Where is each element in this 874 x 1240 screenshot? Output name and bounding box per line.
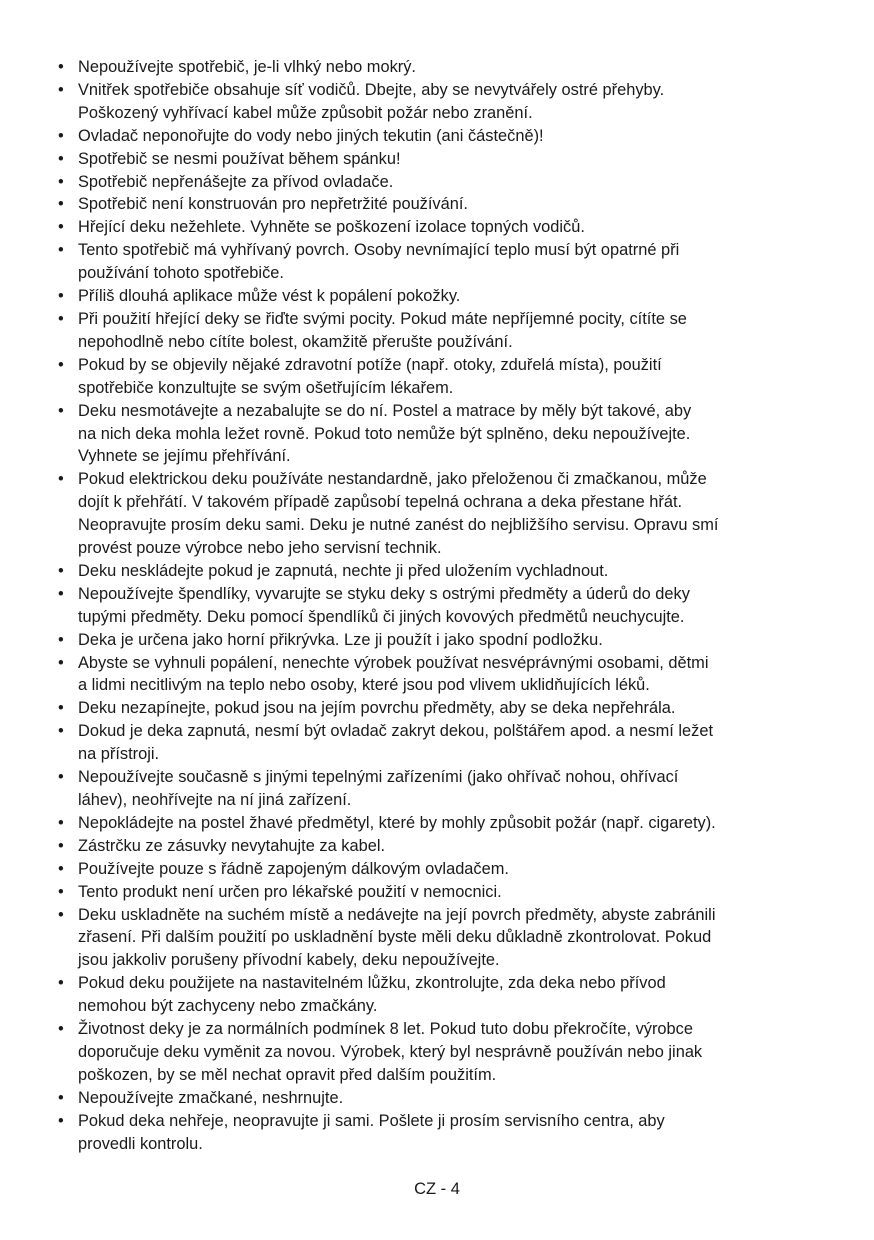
list-item xyxy=(56,354,826,400)
list-item-text: Hřející deku nežehlete. Vyhněte se poškození izolace topných vodičů. xyxy=(78,218,585,237)
list-item-text: Deku nesmotávejte a nezabalujte se do ní. Postel a matrace by měly být takové, aby na nich deka mohla ležet rovně. Pokud toto nemůže být splněno, deku nepoužívejte. Vyhnete se jejímu přehřívání. xyxy=(78,401,692,466)
list-item-text: Spotřebič se nesmi používat během spánku! xyxy=(78,149,401,168)
bullet-icon: • xyxy=(58,882,64,901)
bullet-icon: • xyxy=(58,218,64,237)
list-item xyxy=(56,560,826,583)
bullet-icon: • xyxy=(58,1020,64,1039)
list-item xyxy=(56,400,826,469)
list-item xyxy=(56,125,826,148)
list-item xyxy=(56,697,826,720)
list-item-text: Abyste se vyhnuli popálení, nenechte výrobek používat nesvéprávnými osobami, dětmi a lidmi necitlivým na teplo nebo osoby, které jsou pod vlivem uklidňujících léků. xyxy=(78,653,709,695)
bullet-icon: • xyxy=(58,149,64,168)
list-item xyxy=(56,171,826,194)
bullet-icon: • xyxy=(58,836,64,855)
page-number: CZ - 4 xyxy=(414,1180,460,1198)
list-item-text: Spotřebič není konstruován pro nepřetržité používání. xyxy=(78,195,468,214)
list-item xyxy=(56,629,826,652)
bullet-icon: • xyxy=(58,309,64,328)
list-item-text: Dokud je deka zapnutá, nesmí být ovladač zakryt dekou, polštářem apod. a nesmí ležet na přístroji. xyxy=(78,722,714,764)
bullet-icon: • xyxy=(58,974,64,993)
list-item xyxy=(56,766,826,812)
list-item xyxy=(56,285,826,308)
list-item-text: Pokud deka nehřeje, neopravujte ji sami. Pošlete ji prosím servisního centra, aby provedli kontrolu. xyxy=(78,1111,665,1153)
bullet-icon: • xyxy=(58,584,64,603)
list-item xyxy=(56,652,826,698)
list-item xyxy=(56,193,826,216)
bullet-icon: • xyxy=(58,1111,64,1130)
bullet-icon: • xyxy=(58,859,64,878)
list-item-text: Ovladač neponořujte do vody nebo jiných tekutin (ani částečně)! xyxy=(78,126,544,145)
list-item xyxy=(56,720,826,766)
list-item xyxy=(56,468,826,560)
list-item-text: Deku uskladněte na suchém místě a nedávejte na její povrch předměty, abyste zabránili zřasení. Při dalším použití po uskladnění byste měli deku důkladně zkontrolovat. Pokud jsou jakkoliv porušeny přívodní kabely, deku nepoužívejte. xyxy=(78,905,716,970)
list-item xyxy=(56,148,826,171)
bullet-icon: • xyxy=(58,630,64,649)
list-item-text: Nepoužívejte současně s jinými tepelnými zařízeními (jako ohřívač nohou, ohřívací láhev), neohřívejte na ní jiná zařízení. xyxy=(78,768,679,809)
list-item xyxy=(56,308,826,354)
bullet-icon: • xyxy=(58,699,64,718)
list-item xyxy=(56,79,826,125)
list-item-text: Pokud elektrickou deku používáte nestandardně, jako přeloženou či zmačkanou, může dojít k přehřátí. V takovém případě zapůsobí tepelná ochrana a deka přestane hřát. Neopravujte prosím deku sami. Deku je nutné zanést do nejbližšího servisu. Opravu smí provést pouze výrobce nebo jeho servisní technik. xyxy=(78,470,719,558)
list-item xyxy=(56,858,826,881)
bullet-icon: • xyxy=(58,401,64,420)
list-item xyxy=(56,239,826,285)
bullet-icon: • xyxy=(58,355,64,374)
bullet-icon: • xyxy=(58,653,64,672)
list-item-text: Vnitřek spotřebiče obsahuje síť vodičů. Dbejte, aby se nevytvářely ostré přehyby. Poškozený vyhřívací kabel může způsobit požár nebo zranění. xyxy=(78,80,665,122)
list-item xyxy=(56,881,826,904)
list-item-text: Tento spotřebič má vyhřívaný povrch. Osoby nevnímající teplo musí být opatrné při používání tohoto spotřebiče. xyxy=(78,241,680,283)
bullet-icon: • xyxy=(58,561,64,580)
list-item xyxy=(56,904,826,973)
bullet-icon: • xyxy=(58,1088,64,1107)
list-item-text: Používejte pouze s řádně zapojeným dálkovým ovladačem. xyxy=(78,859,509,878)
list-item xyxy=(56,216,826,239)
bullet-icon: • xyxy=(58,722,64,741)
bullet-icon: • xyxy=(58,768,64,787)
bullet-icon: • xyxy=(58,58,64,76)
list-item-text: Nepoužívejte spotřebič, je-li vlhký nebo mokrý. xyxy=(78,58,416,76)
safety-instructions-list xyxy=(56,56,826,1156)
list-item xyxy=(56,835,826,858)
list-item-text: Tento produkt není určen pro lékařské použití v nemocnici. xyxy=(78,882,502,901)
list-item-text: Pokud deku použijete na nastavitelném lůžku, zkontrolujte, zda deka nebo přívod nemohou být zachyceny nebo zmačkány. xyxy=(78,974,666,1016)
list-item-text: Životnost deky je za normálních podmínek 8 let. Pokud tuto dobu překročíte, výrobce doporučuje deku vyměnit za novou. Výrobek, který byl nesprávně používán nebo jinak poškozen, by se měl nechat opravit před dalším použitím. xyxy=(78,1020,703,1084)
list-item xyxy=(56,56,826,79)
list-item xyxy=(56,1110,826,1156)
bullet-icon: • xyxy=(58,195,64,214)
bullet-icon: • xyxy=(58,126,64,145)
list-item xyxy=(56,583,826,629)
list-item xyxy=(56,972,826,1018)
list-item-text: Nepoužívejte zmačkané, neshrnujte. xyxy=(78,1088,344,1107)
bullet-icon: • xyxy=(58,172,64,191)
list-item-text: Nepoužívejte špendlíky, vyvarujte se styku deky s ostrými předměty a úderů do deky tupými předměty. Deku pomocí špendlíků či jiných kovových předmětů neuchycujte. xyxy=(78,584,690,626)
bullet-icon: • xyxy=(58,287,64,306)
list-item-text: Pokud by se objevily nějaké zdravotní potíže (např. otoky, zduřelá místa), použití spotřebiče konzultujte se svým ošetřujícím lékařem. xyxy=(78,355,662,397)
list-item-text: Nepokládejte na postel žhavé předmětyl, které by mohly způsobit požár (např. cigarety). xyxy=(78,813,716,832)
list-item xyxy=(56,1018,826,1087)
bullet-icon: • xyxy=(58,813,64,832)
list-item xyxy=(56,1087,826,1110)
list-item-text: Spotřebič nepřenášejte za přívod ovladače. xyxy=(78,172,394,191)
bullet-icon: • xyxy=(58,80,64,99)
list-item-text: Zástrčku ze zásuvky nevytahujte za kabel. xyxy=(78,836,386,855)
list-item-text: Deku neskládejte pokud je zapnutá, nechte ji před uložením vychladnout. xyxy=(78,561,609,580)
list-item-text: Příliš dlouhá aplikace může vést k popálení pokožky. xyxy=(78,287,461,306)
list-item xyxy=(56,812,826,835)
bullet-icon: • xyxy=(58,470,64,489)
bullet-icon: • xyxy=(58,241,64,260)
list-item-text: Při použití hřející deky se řiďte svými pocity. Pokud máte nepříjemné pocity, cítíte se nepohodlně nebo cítíte bolest, okamžitě přerušte používání. xyxy=(78,309,687,351)
bullet-icon: • xyxy=(58,905,64,924)
list-item-text: Deka je určena jako horní přikrývka. Lze ji použít i jako spodní podložku. xyxy=(78,630,603,649)
list-item-text: Deku nezapínejte, pokud jsou na jejím povrchu předměty, aby se deka nepřehrála. xyxy=(78,699,676,718)
